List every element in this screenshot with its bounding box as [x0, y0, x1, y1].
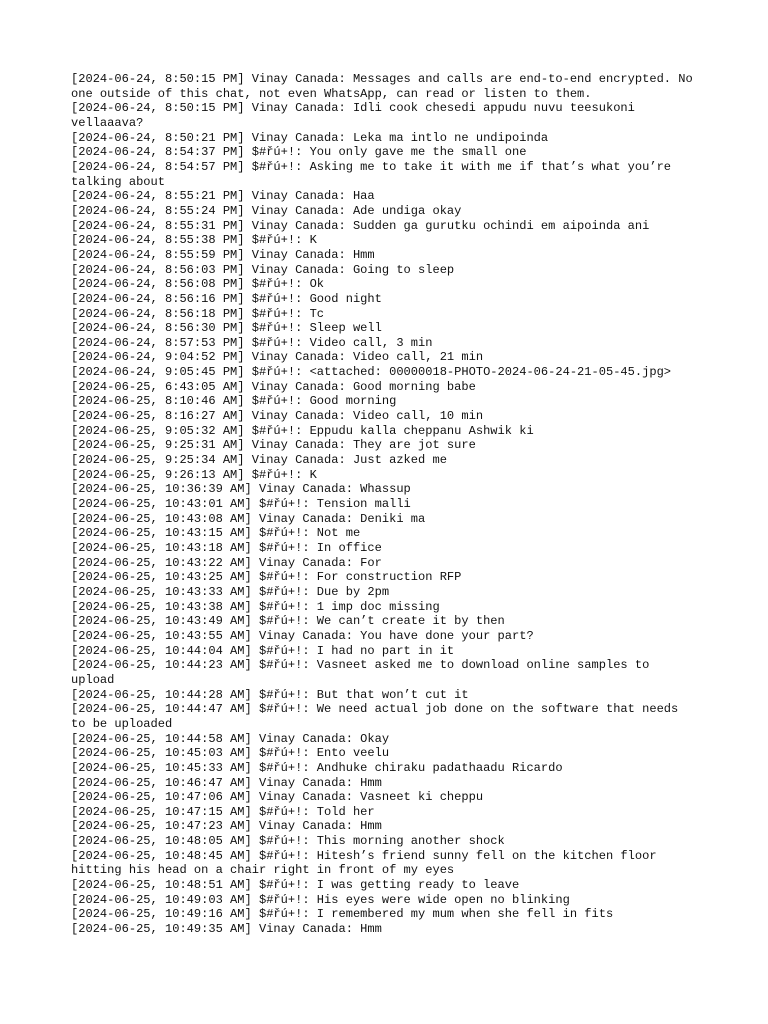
chat-line: [2024-06-25, 10:45:03 AM] $#řú+!: Ento veelu	[71, 746, 390, 761]
chat-line: [2024-06-24, 8:50:15 PM] Vinay Canada: Idli cook chesedi appudu nuvu teesukoni vellaaava?	[71, 101, 643, 130]
chat-line: [2024-06-25, 10:49:16 AM] $#řú+!: I remembered my mum when she fell in fits	[71, 907, 614, 922]
chat-line: [2024-06-25, 10:44:58 AM] Vinay Canada: Okay	[71, 731, 390, 746]
chat-line: [2024-06-24, 8:56:08 PM] $#řú+!: Ok	[71, 277, 325, 292]
chat-line: [2024-06-24, 8:55:38 PM] $#řú+!: K	[71, 233, 317, 248]
chat-line: [2024-06-24, 8:54:37 PM] $#řú+!: You only gave me the small one	[71, 145, 527, 160]
chat-line: [2024-06-25, 10:43:01 AM] $#řú+!: Tension malli	[71, 497, 411, 512]
chat-line: [2024-06-25, 9:25:31 AM] Vinay Canada: They are jot sure	[71, 438, 476, 453]
chat-line: [2024-06-25, 10:47:23 AM] Vinay Canada: Hmm	[71, 819, 382, 834]
chat-line: [2024-06-25, 9:26:13 AM] $#řú+!: K	[71, 467, 317, 482]
chat-line: [2024-06-25, 10:47:15 AM] $#řú+!: Told her	[71, 804, 375, 819]
chat-line: [2024-06-25, 10:49:35 AM] Vinay Canada: Hmm	[71, 922, 382, 937]
chat-line: [2024-06-25, 10:43:08 AM] Vinay Canada: Deniki ma	[71, 511, 426, 526]
chat-line: [2024-06-25, 10:48:05 AM] $#řú+!: This morning another shock	[71, 834, 505, 849]
chat-line: [2024-06-25, 10:43:49 AM] $#řú+!: We can’t create it by then	[71, 614, 505, 629]
chat-line: [2024-06-24, 8:55:24 PM] Vinay Canada: Ade undiga okay	[71, 203, 462, 218]
chat-line: [2024-06-25, 10:36:39 AM] Vinay Canada: Whassup	[71, 482, 411, 497]
chat-line: [2024-06-24, 8:55:59 PM] Vinay Canada: Hmm	[71, 247, 375, 262]
chat-line: [2024-06-24, 8:56:03 PM] Vinay Canada: Going to sleep	[71, 262, 455, 277]
chat-line: [2024-06-24, 8:56:30 PM] $#řú+!: Sleep well	[71, 321, 382, 336]
chat-line: [2024-06-25, 6:43:05 AM] Vinay Canada: Good morning babe	[71, 379, 476, 394]
chat-line: [2024-06-24, 8:56:18 PM] $#řú+!: Tc	[71, 306, 325, 321]
chat-line: [2024-06-25, 10:43:15 AM] $#řú+!: Not me	[71, 526, 361, 541]
chat-line: [2024-06-25, 10:48:51 AM] $#řú+!: I was getting ready to leave	[71, 878, 520, 893]
chat-line: [2024-06-25, 10:43:22 AM] Vinay Canada: For	[71, 555, 382, 570]
chat-transcript	[71, 72, 699, 937]
chat-line: [2024-06-24, 8:56:16 PM] $#řú+!: Good night	[71, 291, 382, 306]
chat-line: [2024-06-25, 8:16:27 AM] Vinay Canada: Video call, 10 min	[71, 409, 484, 424]
chat-line: [2024-06-24, 8:55:21 PM] Vinay Canada: Haa	[71, 189, 375, 204]
chat-line: [2024-06-25, 10:49:03 AM] $#řú+!: His eyes were wide open no blinking	[71, 892, 570, 907]
chat-line: [2024-06-25, 10:47:06 AM] Vinay Canada: Vasneet ki cheppu	[71, 790, 484, 805]
chat-line: [2024-06-25, 8:10:46 AM] $#řú+!: Good morning	[71, 394, 397, 409]
chat-line: [2024-06-24, 8:55:31 PM] Vinay Canada: Sudden ga gurutku ochindi em aipoinda ani	[71, 218, 650, 233]
chat-line: [2024-06-25, 9:05:32 AM] $#řú+!: Eppudu kalla cheppanu Ashwik ki	[71, 423, 534, 438]
chat-line: [2024-06-25, 9:25:34 AM] Vinay Canada: Just azked me	[71, 453, 447, 468]
chat-line: [2024-06-25, 10:44:04 AM] $#řú+!: I had no part in it	[71, 643, 455, 658]
chat-line: [2024-06-24, 8:50:21 PM] Vinay Canada: Leka ma intlo ne undipoinda	[71, 130, 549, 145]
chat-line: [2024-06-25, 10:43:38 AM] $#řú+!: 1 imp doc missing	[71, 599, 440, 614]
chat-line: [2024-06-25, 10:44:23 AM] $#řú+!: Vasneet asked me to download online samples to upload	[71, 658, 657, 687]
chat-line: [2024-06-25, 10:43:18 AM] $#řú+!: In office	[71, 541, 382, 555]
chat-line: [2024-06-25, 10:44:47 AM] $#řú+!: We need actual job done on the software that needs to be uploaded	[71, 702, 686, 731]
chat-line: [2024-06-24, 8:50:15 PM] Vinay Canada: Messages and calls are end-to-end encrypted. No one outside of this chat, not even WhatsApp, can read or listen to them.	[71, 72, 700, 101]
chat-line: [2024-06-25, 10:43:33 AM] $#řú+!: Due by 2pm	[71, 584, 390, 599]
chat-line: [2024-06-25, 10:43:25 AM] $#řú+!: For construction RFP	[71, 570, 462, 585]
chat-line: [2024-06-24, 8:54:57 PM] $#řú+!: Asking me to take it with me if that’s what you’re talking about	[71, 159, 679, 189]
chat-line: [2024-06-25, 10:44:28 AM] $#řú+!: But that won’t cut it	[71, 687, 469, 702]
chat-line: [2024-06-24, 8:57:53 PM] $#řú+!: Video call, 3 min	[71, 335, 433, 350]
chat-line: [2024-06-24, 9:04:52 PM] Vinay Canada: Video call, 21 min	[71, 350, 484, 365]
chat-line: [2024-06-25, 10:46:47 AM] Vinay Canada: Hmm	[71, 775, 382, 790]
chat-line: [2024-06-24, 9:05:45 PM] $#řú+!: <attached: 00000018-PHOTO-2024-06-24-21-05-45.jpg>	[71, 365, 672, 380]
chat-line: [2024-06-25, 10:45:33 AM] $#řú+!: Andhuke chiraku padathaadu Ricardo	[71, 760, 563, 775]
chat-line: [2024-06-25, 10:43:55 AM] Vinay Canada: You have done your part?	[71, 628, 534, 643]
chat-line: [2024-06-25, 10:48:45 AM] $#řú+!: Hitesh’s friend sunny fell on the kitchen floor hitting his head on a chair right in front of my eyes	[71, 848, 664, 878]
